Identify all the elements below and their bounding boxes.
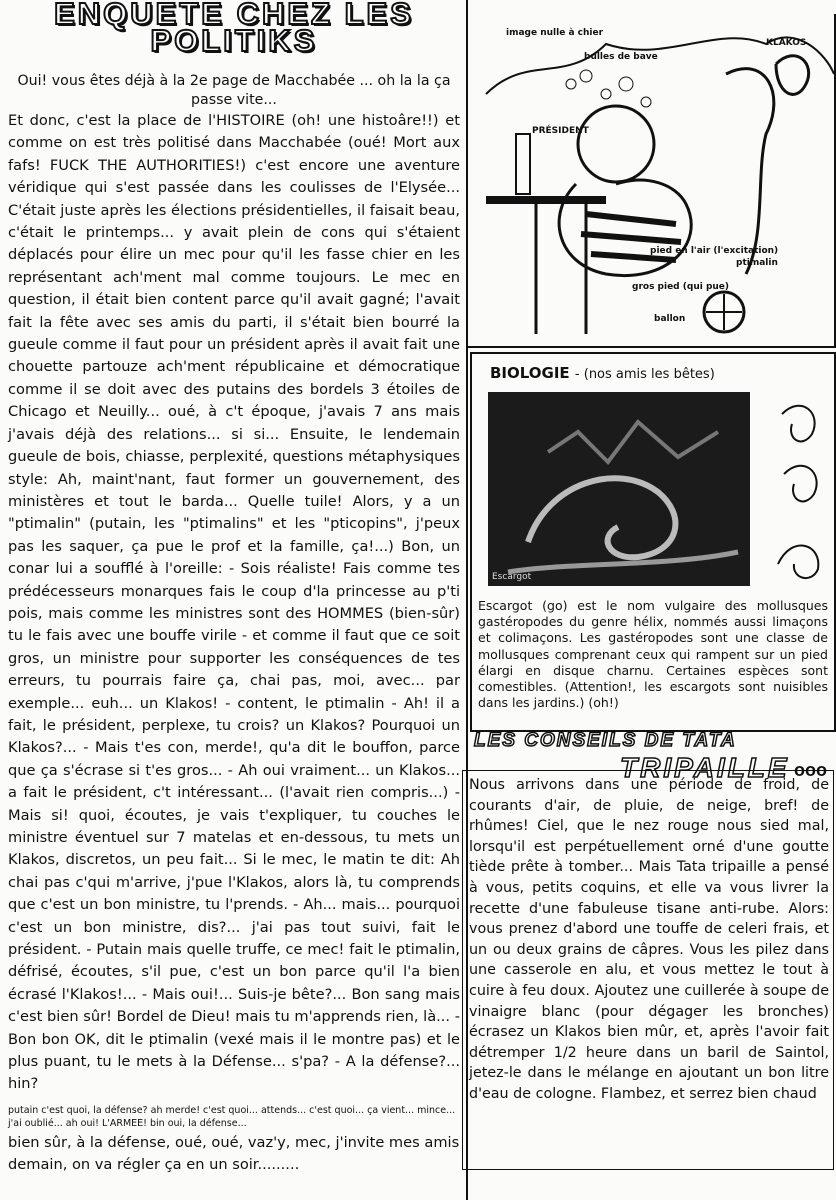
- biology-text: Escargot (go) est le nom vulgaire des mollusques gastéropodes du genre hélix, nommés aussi limaçons et colimaçons. Les gastéropodes sont une classe de mollusques comprenant ceux qui rampent sur un pied élargi en disque charnu. Certaines espèces sont comestibles. (Attention!, les escargots sont nuisibles dans les jardins.) (oh!): [478, 598, 828, 711]
- label-bubbles: bulles de bave: [584, 52, 658, 62]
- comic-drawing: [466, 14, 834, 346]
- tata-title-line-2: TRIPAILLE: [620, 752, 790, 783]
- title-line-1: ENQUETE CHEZ LES: [54, 0, 414, 31]
- story-footnote: putain c'est quoi, la défense? ah merde! c'est quoi... attends... c'est quoi... ça vient... mince... j'ai oublié... ah oui! L'ARMEE! bin oui, la défense...: [8, 1104, 456, 1129]
- label-ptimalin: ptimalin: [736, 258, 778, 268]
- comic-panel: [466, 14, 836, 348]
- snail-photo: [488, 392, 750, 586]
- intro-text: Oui! vous êtes déjà à la 2e page de Macchabée ... oh la la ça passe vite...: [17, 73, 451, 108]
- label-image: image nulle à chier: [506, 28, 604, 38]
- photo-caption: Escargot: [492, 572, 532, 582]
- label-klakos: KLAKOS: [766, 38, 807, 48]
- story-ending: bien sûr, à la défense, oué, oué, vaz'y, mec, j'invite mes amis demain, on va régler ça en un soir.........: [8, 1133, 460, 1173]
- label-foot: pied en l'air (l'excitation): [650, 246, 779, 256]
- title-line-2: POLITIKS: [150, 23, 318, 58]
- snail-doodles: [772, 394, 830, 584]
- biology-box: [470, 352, 836, 732]
- biology-heading: BIOLOGIE: [490, 364, 570, 382]
- story-text: Et donc, c'est la place de l'HISTOIRE (oh! une histoâre!!) et comme on est très politisé dans Macchabée (oué! Mort aux fafs! FUCK THE AUTHORITIES!) c'est encore une aventure véridique qui s'est passée dans les coulisses de l'Elysée... C'était juste après les élections présidentielles, il faisait beau, c'était le printemps... y avait plein de cons qui s'étaient déplacés pour élire un mec pour qu'il les fasse chier en les représentant ach'ment mal comme toujours. Le mec en question, il était bien content parce qu'il avait gagné; l'avait fait la fête avec ses amis du parti, il s'était bien bourré la gueule comme il faut pour un président après il avait fait une chouette partouze ach'ment républicaine et démocratique comme il se doit avec des putains des bordels 3 étoiles de Chicago et Neuilly... oué, à c't époque, j'avais 7 ans mais j'avais déjà des relations... si si... Ensuite, le lendemain gueule de bois, chiasse, perplexité, questions métaphysiques style: Ah, maint'nant, faut former un gouvernement, des ministères et tout le barda... Quelle tuile! Alors, y a un "ptimalin" (putain, les "ptimalins" et les "pticopins", j'peux pas les saquer, ça pue le prof et la famille, ça!...) Bon, un conar lui a soufflé à l'oreille: - Sois réaliste! Fais comme tes prédécesseurs monarques fais le coup d'la princesse au p'ti pois, mais comme les ministres sont des HOMMES (bien-sûr) tu le fais avec une bouffe virile - et comme il faut que ce soit gros, un ministre pour supporter les conséquences de tes erreurs, tu pourrais faire ça, chai pas, moi, avec... par exemple... euh... un Klakos! - content, le ptimalin - Ah! il a fait, le président, perplexe, tu crois? un Klakos? Pourquoi un Klakos?... - Mais t'es con, merde!, qu'a dit le bouffon, parce que ça s'écrase si t'es gros... - Ah oui vraiment... un Klakos... a fait le président, c't intéressant... (l'avait rien compris...) - Mais si! quoi, écoutes, je vais t'expliquer, tu couches le ministre éventuel sur 7 matelas et en-dessous, tu mets un Klakos, discretos, un peu fait... Si le mec, le matin te dit: Ah chai pas c'qui m'arrive, j'pue l'Klakos, alors là, tu comprends que c'est un bon ministre, tu l'prends. - Ah... mais... pourquoi c'est un bon ministre, dis?... j'ai pas tout suivi, fait le président. - Putain mais quelle truffe, ce mec! fait le ptimalin, défrisé, écoutes, s'il pue, c'est un bon parce qu'il l'a bien écrasé l'Klakos!... - Mais oui!... Suis-je bête?... Bon sang mais c'est bien sûr! Bordel de Dieu! mais tu m'apprends rien, là... - Bon bon OK, dit le ptimalin (vexé mais il le montre pas) et le plus puant, tu le mets à la Défense... s'pa? - A la défense?... hin?: [8, 112, 460, 1093]
- biology-title: [490, 364, 715, 382]
- tata-text: Nous arrivons dans une période de froid, de courants d'air, de pluie, de neige, bref! de rhûmes! Ciel, que le nez rouge nous sied mal, lorsqu'il est perpétuellement orné d'une goutte tiède prête à tomber... Mais Tata tripaille a pensé à vous, petits coquins, et elle va vous livrer la recette d'une fabuleuse tisane anti-rube. Alors: vous prenez d'abord une touffe de celeri frais, et un ou deux grains de câpres. Vous les pilez dans une casserole en alu, et vous mettez le tout à cuire à feu doux. Ajoutez une cuillerée à soupe de vinaigre blanc (pour dégager les bronches) écrasez un Klakos bien mûr, et, après l'avoir fait détremper 1/2 heure dans un baril de Saintol, jetez-le dans le mélange en ajoutant un bon litre d'eau de cologne. Flambez, et serrez bien chaud: [469, 777, 829, 1102]
- story-column: [8, 0, 460, 1200]
- article-title: [8, 0, 460, 58]
- tata-title-line-1: LES CONSEILS DE TATA: [474, 730, 737, 751]
- label-president: PRÉSIDENT: [532, 126, 589, 136]
- label-big-foot: gros pied (qui pue): [632, 282, 730, 292]
- label-ball: ballon: [654, 314, 686, 324]
- tata-box: [462, 770, 834, 1170]
- tata-title-dots: ooo: [794, 760, 827, 780]
- snail-image: [488, 392, 750, 586]
- biology-subtitle: - (nos amis les bêtes): [574, 367, 715, 382]
